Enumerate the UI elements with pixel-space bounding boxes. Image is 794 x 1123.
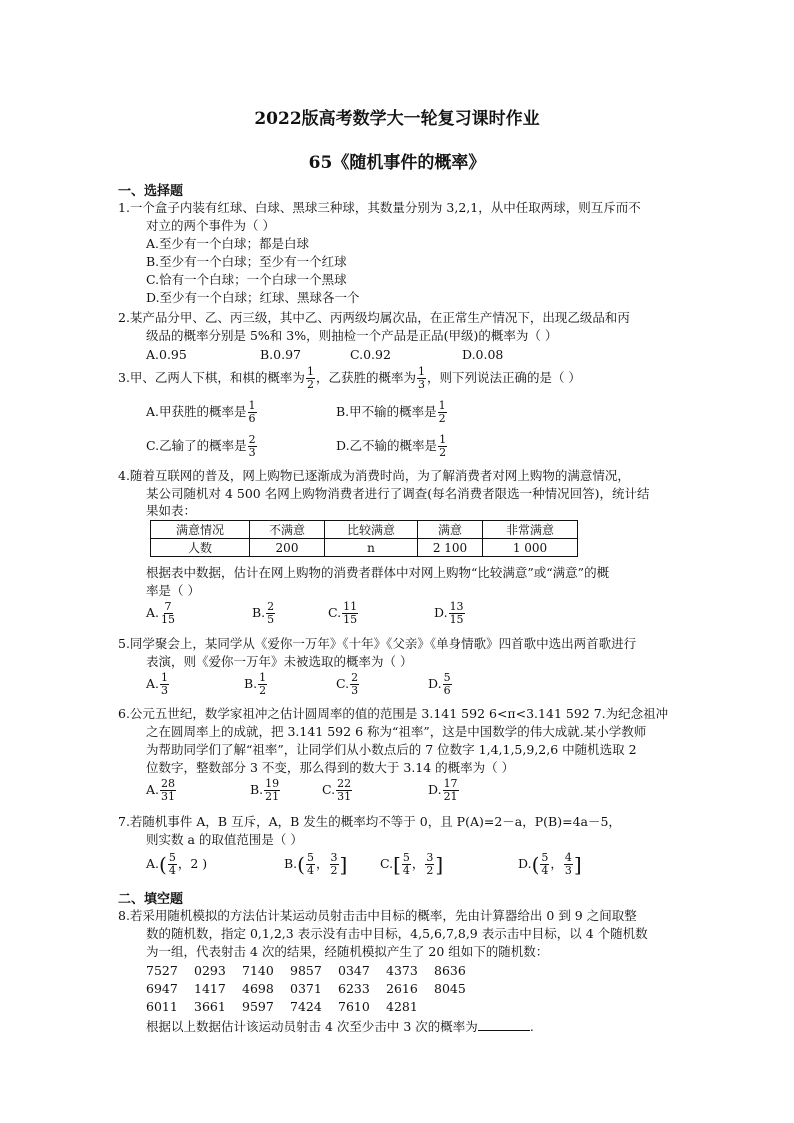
random-number: 6233	[338, 981, 370, 996]
q4-option-a: A. $\frac{7}{15}$	[146, 600, 176, 626]
random-number: 9857	[290, 963, 322, 978]
random-number: 7610	[338, 999, 370, 1014]
random-number: 7140	[242, 963, 274, 978]
doc-subtitle: 65《随机事件的概率》	[308, 153, 486, 173]
q8-text-4: 根据以上数据估计该运动员射击 4 次至少击中 3 次的概率为 .	[146, 1019, 534, 1034]
q4-option-d: D. $\frac{13}{15}$	[434, 600, 464, 626]
q3-stem: 3.甲、乙两人下棋，和棋的概率为 $\frac{1}{2}$ ，乙获胜的概率为 $\frac{1}{3}$ ，则下列说法正确的是（ ）	[118, 365, 581, 391]
q2-option-a: A.0.95	[146, 347, 187, 362]
survey-table	[150, 520, 578, 557]
q5-option-a: A. $\frac{1}{3}$	[146, 671, 169, 697]
q6-text-4: 位数字，整数部分 3 不变，那么得到的数大于 3.14 的概率为（ ）	[146, 760, 515, 775]
table-header-cell: 比较满意	[325, 521, 418, 539]
random-number: 6011	[146, 999, 178, 1014]
q5-option-d: D. $\frac{5}{6}$	[428, 671, 451, 697]
random-number-row	[146, 981, 482, 997]
q1-option-d: D.至少有一个白球；红球、黑球各一个	[146, 290, 360, 305]
q1-option-c: C.恰有一个白球；一个白球一个黑球	[146, 272, 347, 287]
table-cell: 人数	[151, 539, 250, 557]
section-heading-fill: 二、填空题	[118, 892, 184, 907]
q1-option-a: A.至少有一个白球；都是白球	[146, 236, 310, 251]
q1-option-b: B.至少有一个白球；至少有一个红球	[146, 254, 347, 269]
q6-text-2: 之在圆周率上的成就，把 3.141 592 6 称为“祖率”，这是中国数学的伟大成就.某小学教师	[146, 724, 647, 739]
table-header-cell: 满意情况	[151, 521, 250, 539]
q2-option-b: B.0.97	[260, 347, 301, 362]
table-cell: 200	[250, 539, 325, 557]
random-number-row	[146, 999, 434, 1015]
random-number: 4373	[386, 963, 418, 978]
q7-option-a: A.( $\frac{5}{4}$ ，2 )	[146, 851, 208, 877]
q4-text-4: 根据表中数据，估计在网上购物的消费者群体中对网上购物“比较满意”或“满意”的概	[146, 565, 610, 580]
q4-option-c: C. $\frac{11}{15}$	[328, 600, 358, 626]
q5-text-1: 5.同学聚会上，某同学从《爱你一万年》《十年》《父亲》《单身情歌》四首歌中选出两首歌进行	[118, 636, 637, 651]
answer-blank	[478, 1018, 530, 1031]
q8-text-3: 为一组，代表射击 4 次的结果，经随机模拟产生了 20 组如下的随机数：	[146, 944, 549, 959]
q4-text-3: 果如表：	[146, 503, 197, 518]
q6-option-d: D. $\frac{17}{21}$	[428, 777, 458, 803]
q3-fraction-draw: $\frac{1}{2}$	[306, 365, 314, 391]
q7-option-b: B.( $\frac{5}{4}$ ， $\frac{3}{2}$ ]	[284, 851, 348, 877]
doc-title: 2022版高考数学大一轮复习课时作业	[254, 109, 540, 129]
random-number: 9597	[242, 999, 274, 1014]
table-header-cell: 不满意	[250, 521, 325, 539]
random-number-row	[146, 963, 482, 979]
q6-text-3: 为帮助同学们了解“祖率”，让同学们从小数点后的 7 位数字 1,4,1,5,9,2,6 中随机选取 2	[146, 742, 637, 757]
q3-option-b: B.甲不输的概率是 $\frac{1}{2}$	[336, 399, 446, 425]
q8-text-2: 数的随机数，指定 0,1,2,3 表示没有击中目标，4,5,6,7,8,9 表示击中目标，以 4 个随机数	[146, 926, 648, 941]
random-number: 4698	[242, 981, 274, 996]
q7-text-2: 则实数 a 的取值范围是（ ）	[146, 832, 303, 847]
q5-option-b: B. $\frac{1}{2}$	[244, 671, 267, 697]
table-cell: 1 000	[483, 539, 578, 557]
q7-text-1: 7.若随机事件 A，B 互斥，A，B 发生的概率均不等于 0，且 P(A)=2－a，P(B)=4a－5，	[118, 814, 621, 829]
q3-option-c: C.乙输了的概率是 $\frac{2}{3}$	[146, 433, 256, 459]
q1-text-1: 1.一个盒子内装有红球、白球、黑球三种球，其数量分别为 3,2,1，从中任取两球，则互斥而不	[118, 200, 641, 215]
q1-text-2: 对立的两个事件为（ ）	[146, 218, 275, 233]
q6-option-c: C. $\frac{22}{31}$	[322, 777, 352, 803]
q4-text-1: 4.随着互联网的普及，网上购物已逐渐成为消费时尚，为了解消费者对网上购物的满意情况，	[118, 468, 630, 483]
table-row	[151, 539, 578, 557]
table-cell: 2 100	[418, 539, 483, 557]
random-number: 0371	[290, 981, 322, 996]
random-number: 7424	[290, 999, 322, 1014]
random-number: 1417	[194, 981, 226, 996]
q6-option-a: A. $\frac{28}{31}$	[146, 777, 176, 803]
random-number: 4281	[386, 999, 418, 1014]
q4-text-5: 率是（ ）	[146, 583, 200, 598]
q5-text-2: 表演，则《爱你一万年》未被选取的概率为（ ）	[146, 654, 413, 669]
q4-option-b: B. $\frac{2}{5}$	[252, 600, 275, 626]
q4-text-2: 某公司随机对 4 500 名网上购物消费者进行了调查(每名消费者限选一种情况回答)，统计结	[146, 486, 650, 501]
random-number: 8045	[434, 981, 466, 996]
q8-text-1: 8.若采用随机模拟的方法估计某运动员射击击中目标的概率，先由计算器给出 0 到 9 之间取整	[118, 908, 637, 923]
q2-text-1: 2.某产品分甲、乙、丙三级，其中乙、丙两级均属次品，在正常生产情况下，出现乙级品和丙	[118, 310, 630, 325]
table-cell: n	[325, 539, 418, 557]
q2-text-2: 级品的概率分别是 5%和 3%，则抽检一个产品是正品(甲级)的概率为（ ）	[146, 328, 558, 343]
q2-option-c: C.0.92	[350, 347, 391, 362]
q3-option-d: D.乙不输的概率是 $\frac{1}{2}$	[336, 433, 447, 459]
q6-option-b: B. $\frac{19}{21}$	[250, 777, 280, 803]
random-number: 6947	[146, 981, 178, 996]
random-number: 8636	[434, 963, 466, 978]
q7-option-d: D.( $\frac{5}{4}$ ， $\frac{4}{3}$ ]	[518, 851, 582, 877]
random-number: 0293	[194, 963, 226, 978]
q3-fraction-win: $\frac{1}{3}$	[417, 365, 425, 391]
random-number: 7527	[146, 963, 178, 978]
table-header-cell: 满意	[418, 521, 483, 539]
q5-option-c: C. $\frac{2}{3}$	[336, 671, 359, 697]
section-heading-choice: 一、选择题	[118, 184, 184, 199]
q2-option-d: D.0.08	[462, 347, 504, 362]
table-header-cell: 非常满意	[483, 521, 578, 539]
table-header-row	[151, 521, 578, 539]
q7-option-c: C.[ $\frac{5}{4}$ ， $\frac{3}{2}$ ]	[380, 851, 444, 877]
q6-text-1: 6.公元五世纪，数学家祖冲之估计圆周率的值的范围是 3.141 592 6<π<3.141 592 7.为纪念祖冲	[118, 706, 669, 721]
random-number: 3661	[194, 999, 226, 1014]
random-number: 0347	[338, 963, 370, 978]
random-number: 2616	[386, 981, 418, 996]
q3-option-a: A.甲获胜的概率是 $\frac{1}{6}$	[146, 399, 256, 425]
